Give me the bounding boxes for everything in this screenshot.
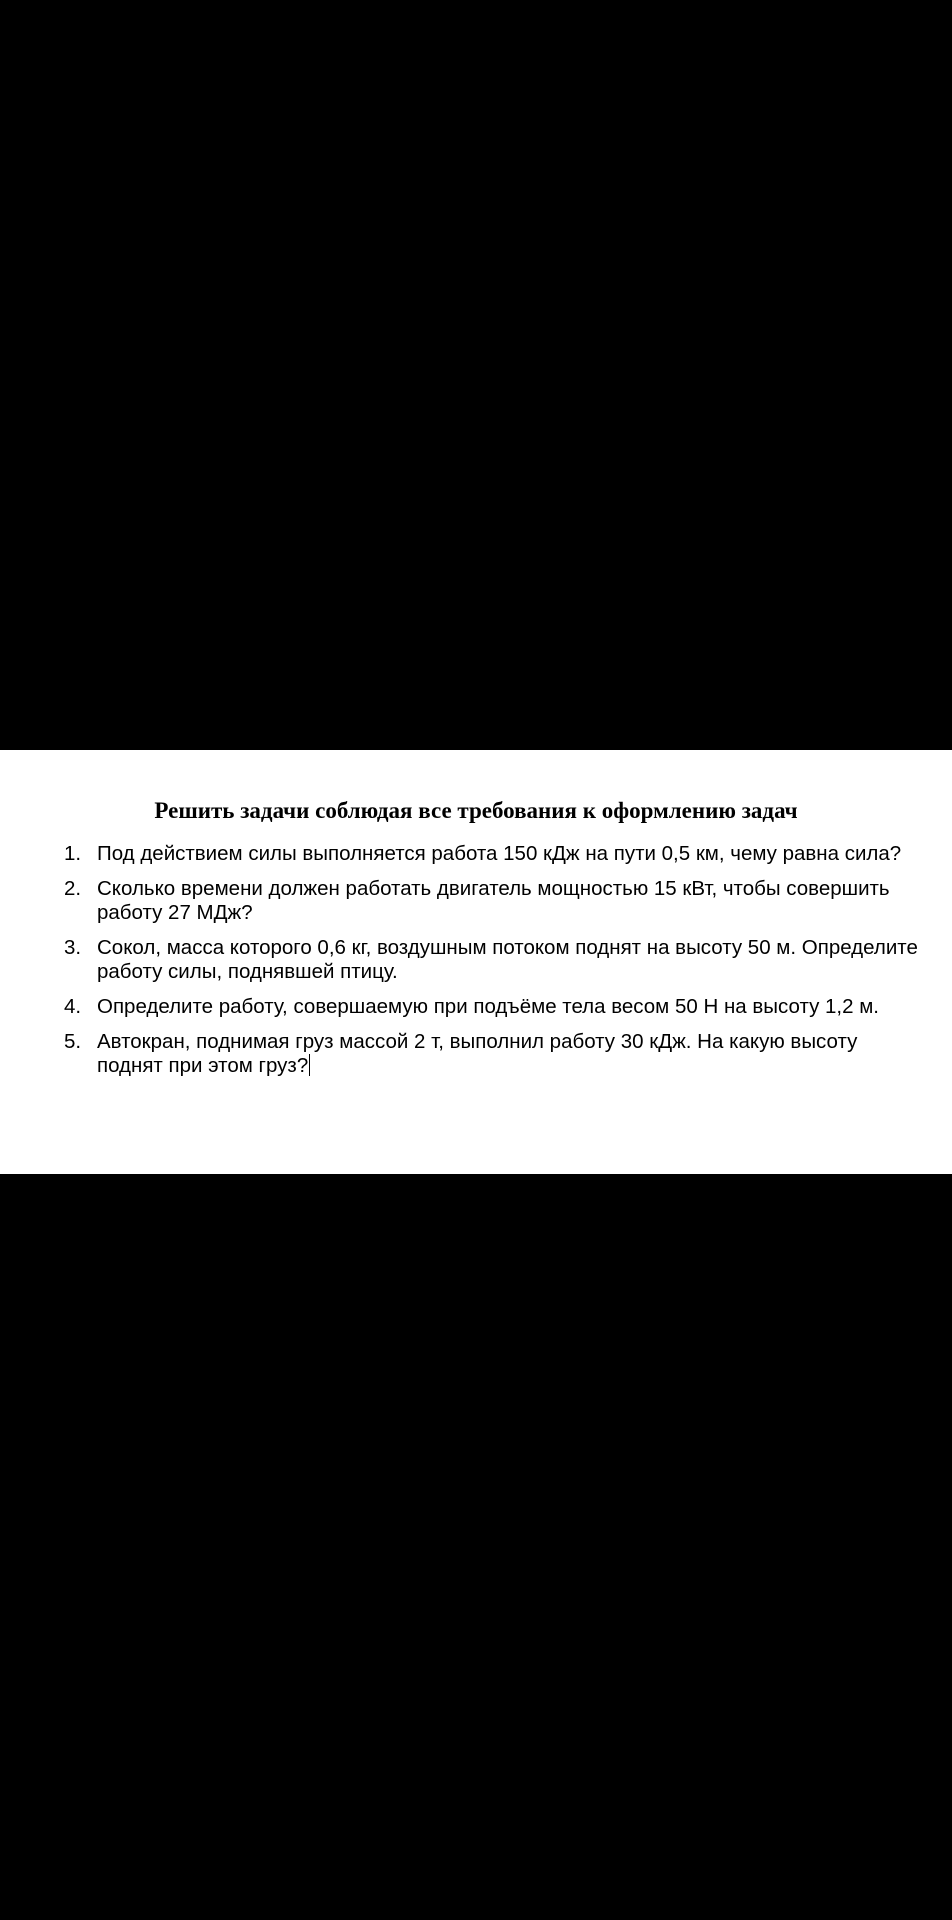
task-item	[0, 877, 952, 925]
task-list	[0, 842, 952, 1089]
task-number: 5.	[64, 1030, 82, 1053]
text-cursor	[309, 1054, 310, 1076]
task-text: Автокран, поднимая груз массой 2 т, выполнил работу 30 кДж. На какую высоту поднят при этом груз?	[97, 1030, 858, 1077]
task-item	[0, 995, 952, 1019]
document-page	[0, 750, 952, 1174]
task-item	[0, 842, 952, 866]
task-number: 2.	[64, 877, 82, 900]
task-number: 1.	[64, 842, 82, 865]
task-item	[0, 1030, 952, 1078]
task-text: Определите работу, совершаемую при подъёме тела весом 50 Н на высоту 1,2 м.	[97, 995, 879, 1018]
task-number: 3.	[64, 936, 82, 959]
task-text: Сокол, масса которого 0,6 кг, воздушным потоком поднят на высоту 50 м. Определите работу силы, поднявшей птицу.	[97, 936, 918, 983]
task-text: Сколько времени должен работать двигатель мощностью 15 кВт, чтобы совершить работу 27 МДж?	[97, 877, 890, 924]
task-text: Под действием силы выполняется работа 150 кДж на пути 0,5 км, чему равна сила?	[97, 842, 902, 865]
task-number: 4.	[64, 995, 82, 1018]
document-title: Решить задачи соблюдая все требования к оформлению задач	[154, 798, 798, 823]
task-item	[0, 936, 952, 984]
